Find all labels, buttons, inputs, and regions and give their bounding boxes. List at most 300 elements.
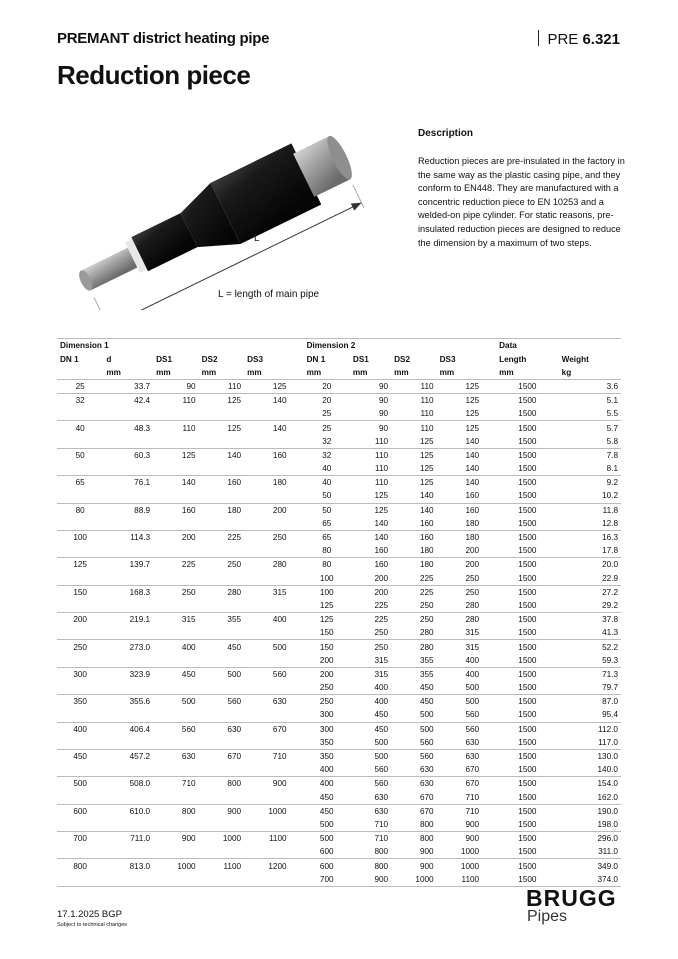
cell-dim2-ds1: 90	[350, 421, 391, 435]
cell-ds3: 125	[272, 382, 287, 392]
cell-dim2-ds1: 110	[375, 464, 389, 474]
cell-ds1: 1000	[153, 859, 199, 873]
cell-dim2-dn1: 400	[304, 777, 350, 791]
cell-length: 1500	[496, 421, 559, 435]
cell-empty	[199, 873, 245, 887]
cell-ds3: 560	[244, 667, 290, 681]
table-row	[57, 749, 621, 763]
col-header-dim2-ds3: DS3	[439, 354, 456, 364]
cell-empty	[199, 544, 245, 558]
cell-length: 1500	[518, 847, 537, 857]
cell-dim2-dn1: 80	[322, 546, 332, 556]
cell-empty	[199, 845, 245, 859]
cell-weight: 7.8	[559, 448, 621, 462]
code-prefix: PRE	[547, 31, 579, 48]
cell-empty	[103, 873, 153, 887]
cell-dim2-ds2: 280	[391, 640, 437, 654]
cell-ds3: 630	[244, 695, 290, 709]
cell-dim2-ds3: 630	[465, 737, 480, 747]
cell-dim2-dn1: 40	[304, 476, 350, 490]
table-row	[57, 394, 621, 408]
cell-empty	[57, 763, 103, 777]
table-row	[57, 818, 621, 832]
cell-dim2-dn1: 50	[322, 491, 332, 501]
cell-dim2-ds2: 125	[419, 436, 434, 446]
cell-dn1: 200	[57, 613, 103, 627]
table-row	[57, 462, 621, 476]
cell-ds3: 1100	[244, 832, 290, 846]
cell-dim2-ds2: 110	[391, 421, 437, 435]
cell-length: 1500	[518, 792, 537, 802]
cell-weight: 22.9	[602, 573, 618, 583]
group-header-dimension-1: Dimension 1	[57, 339, 290, 353]
cell-length: 1500	[518, 518, 537, 528]
cell-dim2-ds3: 710	[437, 804, 483, 818]
unit-dim2-dn1: mm	[304, 366, 350, 380]
cell-d: 355.6	[103, 695, 153, 709]
cell-dim2-ds2: 630	[419, 765, 434, 775]
cell-d: 813.0	[103, 859, 153, 873]
cell-ds1: 140	[153, 476, 199, 490]
cell-ds1: 710	[153, 777, 199, 791]
cell-dim2-ds3: 125	[437, 394, 483, 408]
cell-empty	[244, 435, 290, 449]
cell-dim2-dn1: 80	[304, 558, 350, 572]
cell-empty	[57, 435, 103, 449]
cell-d: 273.0	[103, 640, 153, 654]
cell-dim2-ds2: 110	[420, 409, 434, 419]
cell-ds1: 315	[153, 613, 199, 627]
unit-d: mm	[103, 366, 153, 380]
col-header-ds1: DS1	[156, 354, 173, 364]
cell-weight: 10.2	[602, 491, 618, 501]
cell-dim2-ds3: 900	[465, 819, 480, 829]
cell-empty	[103, 626, 153, 640]
cell-dn1: 65	[57, 476, 103, 490]
cell-empty	[153, 489, 199, 503]
cell-dim2-ds3: 280	[437, 613, 483, 627]
cell-dim2-ds2: 450	[419, 683, 434, 693]
cell-dim2-ds2: 355	[419, 655, 434, 665]
cell-weight: 5.5	[606, 409, 618, 419]
table-row	[57, 585, 621, 599]
cell-empty	[57, 407, 103, 421]
cell-empty	[199, 654, 245, 668]
cell-weight: 311.0	[598, 847, 618, 857]
cell-dim2-ds1: 140	[350, 530, 391, 544]
cell-dim2-ds1: 90	[350, 394, 391, 408]
cell-dim2-ds1: 110	[350, 448, 391, 462]
cell-dn1: 80	[57, 503, 103, 517]
table-row	[57, 654, 621, 668]
cell-dim2-dn1: 20	[322, 382, 332, 392]
cell-dim2-dn1: 250	[319, 683, 334, 693]
cell-dim2-ds1: 90	[379, 409, 389, 419]
cell-d: 33.7	[134, 382, 151, 392]
cell-empty	[103, 435, 153, 449]
cell-dim2-ds2: 450	[391, 695, 437, 709]
cell-length: 1500	[496, 394, 559, 408]
cell-dim2-ds3: 160	[437, 503, 483, 517]
table-row	[57, 407, 621, 421]
cell-empty	[103, 599, 153, 613]
cell-d: 711.0	[103, 832, 153, 846]
table-row	[57, 722, 621, 736]
cell-dim2-ds1: 160	[350, 558, 391, 572]
cell-weight: 95.4	[602, 710, 618, 720]
cell-empty	[57, 681, 103, 695]
cell-weight: 5.1	[559, 394, 621, 408]
cell-empty	[199, 791, 245, 805]
cell-dim2-ds3: 630	[437, 749, 483, 763]
cell-dim2-dn1: 32	[304, 448, 350, 462]
cell-length: 1500	[518, 683, 537, 693]
cell-dim2-dn1: 65	[322, 518, 332, 528]
cell-d: 168.3	[103, 585, 153, 599]
cell-dim2-ds1: 250	[374, 628, 389, 638]
description-heading: Description	[418, 128, 474, 139]
cell-empty	[199, 407, 245, 421]
cell-dn1: 32	[57, 394, 103, 408]
cell-empty	[103, 763, 153, 777]
cell-dim2-dn1: 350	[304, 749, 350, 763]
cell-dim2-ds2: 560	[391, 749, 437, 763]
table-row	[57, 640, 621, 654]
brugg-logo: BRUGG	[526, 885, 617, 911]
cell-dim2-ds1: 160	[374, 546, 389, 556]
cell-dim2-ds2: 160	[419, 518, 434, 528]
table-row	[57, 626, 621, 640]
cell-dim2-dn1: 200	[304, 667, 350, 681]
cell-weight: 37.8	[559, 613, 621, 627]
cell-dim2-dn1: 65	[304, 530, 350, 544]
cell-dim2-dn1: 20	[304, 394, 350, 408]
cell-weight: 16.3	[559, 530, 621, 544]
cell-empty	[103, 736, 153, 750]
cell-length: 1500	[518, 409, 537, 419]
cell-ds2: 250	[199, 558, 245, 572]
cell-dim2-dn1: 25	[322, 409, 332, 419]
cell-empty	[244, 517, 290, 531]
cell-ds1: 800	[153, 804, 199, 818]
cell-ds1: 630	[153, 749, 199, 763]
cell-length: 1500	[496, 667, 559, 681]
cell-weight: 154.0	[559, 777, 621, 791]
cell-empty	[57, 626, 103, 640]
cell-dim2-ds1: 90	[379, 382, 389, 392]
cell-empty	[57, 572, 103, 586]
group-header-data: Data	[496, 339, 621, 353]
table-row	[57, 544, 621, 558]
cell-dim2-ds1: 225	[374, 600, 389, 610]
col-header-dim2-ds2: DS2	[394, 354, 411, 364]
table-row	[57, 530, 621, 544]
cell-empty	[244, 818, 290, 832]
cell-d: 219.1	[103, 613, 153, 627]
cell-ds2: 180	[199, 503, 245, 517]
cell-empty	[153, 626, 199, 640]
cell-d: 76.1	[103, 476, 153, 490]
cell-length: 1500	[496, 448, 559, 462]
cell-empty	[57, 708, 103, 722]
cell-dim2-dn1: 25	[304, 421, 350, 435]
table-column-header-row	[57, 352, 621, 366]
cell-empty	[103, 845, 153, 859]
cell-dim2-ds3: 500	[465, 683, 480, 693]
table-group-header-row	[57, 339, 621, 353]
cell-length: 1500	[518, 546, 537, 556]
cell-ds2: 355	[199, 613, 245, 627]
cell-dim2-ds2: 225	[391, 585, 437, 599]
cell-weight: 9.2	[559, 476, 621, 490]
cell-dim2-dn1: 600	[304, 859, 350, 873]
cell-length: 1500	[496, 832, 559, 846]
cell-length: 1500	[518, 628, 537, 638]
cell-d: 610.0	[103, 804, 153, 818]
cell-empty	[103, 544, 153, 558]
cell-dim2-ds3: 125	[465, 382, 480, 392]
cell-length: 1500	[518, 655, 537, 665]
cell-dim2-ds2: 560	[419, 737, 434, 747]
cell-empty	[153, 736, 199, 750]
cell-dim2-ds2: 125	[391, 448, 437, 462]
cell-dn1: 600	[57, 804, 103, 818]
cell-length: 1500	[496, 613, 559, 627]
cell-empty	[103, 462, 153, 476]
cell-length: 1500	[518, 573, 537, 583]
cell-dn1: 400	[57, 722, 103, 736]
unit-dim2-ds3: mm	[437, 366, 483, 380]
cell-empty	[57, 845, 103, 859]
cell-empty	[244, 708, 290, 722]
cell-dim2-ds1: 450	[350, 722, 391, 736]
cell-length: 1500	[496, 749, 559, 763]
cell-weight: 117.0	[598, 737, 618, 747]
cell-empty	[103, 791, 153, 805]
col-header-dim2-dn1: DN 1	[306, 354, 326, 364]
cell-d: 114.3	[103, 530, 153, 544]
cell-empty	[153, 599, 199, 613]
cell-empty	[153, 462, 199, 476]
cell-dim2-ds1: 315	[374, 655, 389, 665]
cell-ds2: 280	[199, 585, 245, 599]
cell-length: 1500	[496, 558, 559, 572]
cell-length: 1500	[496, 640, 559, 654]
cell-empty	[199, 517, 245, 531]
cell-length: 1500	[518, 491, 537, 501]
cell-empty	[153, 407, 199, 421]
cell-ds3: 250	[244, 530, 290, 544]
cell-weight: 296.0	[559, 832, 621, 846]
cell-empty	[57, 873, 103, 887]
cell-dim2-ds1: 110	[350, 476, 391, 490]
cell-d: 139.7	[103, 558, 153, 572]
cell-weight: 3.6	[606, 382, 618, 392]
table-row	[57, 435, 621, 449]
cell-dim2-dn1: 100	[304, 585, 350, 599]
cell-weight: 20.0	[559, 558, 621, 572]
cell-dn1: 125	[57, 558, 103, 572]
cell-dim2-ds2: 140	[419, 491, 434, 501]
cell-dim2-ds1: 630	[350, 804, 391, 818]
cell-dim2-dn1: 200	[319, 655, 334, 665]
col-header-weight: Weight	[561, 354, 589, 364]
cell-dim2-ds1: 500	[374, 737, 389, 747]
cell-length: 1500	[518, 737, 537, 747]
cell-dim2-ds1: 500	[350, 749, 391, 763]
table-row	[57, 489, 621, 503]
cell-dim2-ds3: 710	[465, 792, 480, 802]
cell-length: 1500	[496, 695, 559, 709]
cell-d: 60.3	[103, 448, 153, 462]
cell-dim2-ds3: 560	[437, 722, 483, 736]
cell-dim2-dn1: 450	[304, 804, 350, 818]
cell-d: 88.9	[103, 503, 153, 517]
cell-ds2: 160	[199, 476, 245, 490]
cell-ds3: 280	[244, 558, 290, 572]
cell-dim2-ds3: 125	[465, 409, 480, 419]
cell-dim2-ds1: 400	[374, 683, 389, 693]
cell-ds2: 140	[199, 448, 245, 462]
cell-weight: 190.0	[559, 804, 621, 818]
table-row	[57, 448, 621, 462]
cell-weight: 140.0	[597, 765, 618, 775]
cell-dim2-ds1: 800	[350, 859, 391, 873]
table-row	[57, 763, 621, 777]
cell-dim2-ds1: 200	[374, 573, 389, 583]
cell-weight: 5.7	[559, 421, 621, 435]
table-row	[57, 572, 621, 586]
cell-empty	[103, 681, 153, 695]
cell-ds1: 225	[153, 558, 199, 572]
cell-dim2-ds3: 140	[437, 476, 483, 490]
col-header-d: d	[106, 354, 112, 364]
cell-ds2: 900	[199, 804, 245, 818]
cell-dim2-dn1: 500	[319, 819, 334, 829]
cell-dim2-ds1: 450	[374, 710, 389, 720]
cell-weight: 8.1	[606, 464, 618, 474]
cell-ds3: 140	[244, 394, 290, 408]
cell-empty	[244, 572, 290, 586]
table-row	[57, 613, 621, 627]
cell-empty	[199, 763, 245, 777]
cell-dim2-dn1: 300	[319, 710, 334, 720]
cell-empty	[57, 791, 103, 805]
footer-date: 17.1.2025 BGP	[57, 909, 122, 920]
cell-ds2: 500	[199, 667, 245, 681]
cell-length: 1500	[496, 530, 559, 544]
table-row	[57, 421, 621, 435]
cell-ds2: 1000	[199, 832, 245, 846]
cell-dim2-ds3: 140	[437, 448, 483, 462]
cell-dim2-ds3: 200	[437, 558, 483, 572]
cell-ds1: 160	[153, 503, 199, 517]
cell-ds3: 1200	[244, 859, 290, 873]
cell-empty	[199, 489, 245, 503]
cell-empty	[153, 517, 199, 531]
table-row	[57, 681, 621, 695]
cell-empty	[199, 626, 245, 640]
cell-empty	[153, 818, 199, 832]
cell-ds1: 900	[153, 832, 199, 846]
cell-dn1: 800	[57, 859, 103, 873]
group-header-dimension-2: Dimension 2	[304, 339, 483, 353]
cell-dim2-dn1: 300	[304, 722, 350, 736]
cell-d: 42.4	[103, 394, 153, 408]
cell-d: 457.2	[103, 749, 153, 763]
cell-dim2-dn1: 700	[304, 873, 350, 887]
cell-dim2-dn1: 250	[304, 695, 350, 709]
table-row	[57, 708, 621, 722]
cell-ds3: 710	[244, 749, 290, 763]
cell-dim2-ds2: 250	[419, 600, 434, 610]
cell-empty	[153, 708, 199, 722]
cell-length: 1500	[496, 804, 559, 818]
cell-dim2-dn1: 100	[319, 573, 334, 583]
divider	[538, 30, 539, 46]
cell-dim2-ds2: 670	[419, 792, 434, 802]
cell-weight: 112.0	[559, 722, 621, 736]
cell-weight: 5.8	[606, 436, 618, 446]
cell-ds2: 125	[199, 421, 245, 435]
cell-dim2-ds2: 500	[391, 722, 437, 736]
cell-length: 1500	[518, 436, 537, 446]
cell-empty	[57, 654, 103, 668]
cell-ds2: 630	[199, 722, 245, 736]
length-label: L	[254, 233, 260, 244]
cell-weight: 374.0	[559, 873, 621, 887]
cell-empty	[199, 708, 245, 722]
cell-dn1: 300	[57, 667, 103, 681]
cell-dn1: 25	[75, 382, 85, 392]
cell-dim2-dn1: 125	[319, 600, 334, 610]
cell-dim2-ds3: 500	[437, 695, 483, 709]
cell-dim2-ds2: 500	[419, 710, 434, 720]
cell-empty	[153, 873, 199, 887]
cell-d: 508.0	[103, 777, 153, 791]
cell-dim2-ds3: 560	[465, 710, 480, 720]
cell-empty	[103, 708, 153, 722]
cell-weight: 12.8	[602, 518, 618, 528]
cell-dim2-dn1: 50	[304, 503, 350, 517]
cell-weight: 17.8	[602, 546, 618, 556]
cell-dim2-ds2: 125	[419, 464, 434, 474]
cell-ds1: 500	[153, 695, 199, 709]
code-number: 6.321	[582, 31, 620, 48]
cell-ds3: 180	[244, 476, 290, 490]
cell-dim2-ds3: 200	[465, 546, 480, 556]
cell-dim2-ds1: 110	[375, 436, 389, 446]
cell-ds1: 125	[153, 448, 199, 462]
cell-length: 1500	[518, 382, 537, 392]
cell-d: 323.9	[103, 667, 153, 681]
cell-dim2-ds3: 250	[437, 585, 483, 599]
cell-dim2-dn1: 125	[304, 613, 350, 627]
cell-weight: 52.2	[559, 640, 621, 654]
cell-length: 1500	[518, 710, 537, 720]
cell-dim2-dn1: 150	[304, 640, 350, 654]
col-header-dn1: DN 1	[60, 354, 79, 364]
cell-empty	[57, 599, 103, 613]
table-row	[57, 667, 621, 681]
cell-length: 1500	[496, 585, 559, 599]
cell-empty	[244, 654, 290, 668]
footer-note: Subject to technical changes	[57, 922, 128, 928]
cell-empty	[103, 572, 153, 586]
cell-empty	[103, 489, 153, 503]
cell-dim2-dn1: 400	[319, 765, 334, 775]
cell-dim2-ds2: 800	[391, 832, 437, 846]
